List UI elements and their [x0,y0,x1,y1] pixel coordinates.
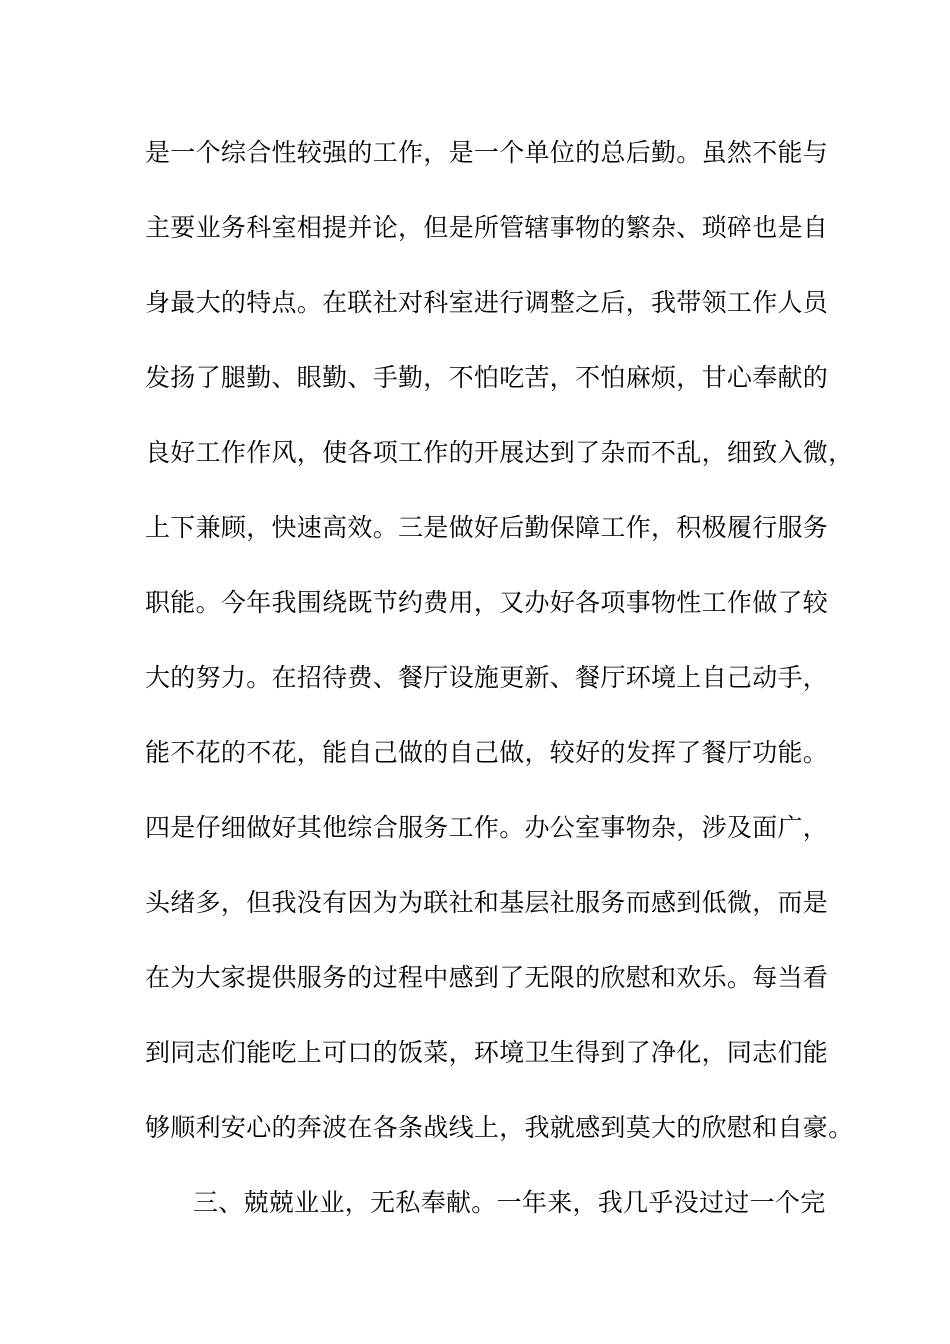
text-line: 主要业务科室相提并论，但是所管辖事物的繁杂、琐碎也是自 [145,213,829,242]
text-line: 职能。今年我围绕既节约费用，又办好各项事物性工作做了较 [145,588,829,617]
text-line: 到同志们能吃上可口的饭菜，环境卫生得到了净化，同志们能 [145,1038,829,1067]
paragraph-start-line: 三、兢兢业业，无私奉献。一年来，我几乎没过过一个完 [193,1188,826,1217]
text-line: 在为大家提供服务的过程中感到了无限的欣慰和欢乐。每当看 [145,963,829,992]
text-line: 是一个综合性较强的工作，是一个单位的总后勤。虽然不能与 [145,138,829,167]
text-line: 够顺利安心的奔波在各条战线上，我就感到莫大的欣慰和自豪。 [145,1113,854,1142]
text-line: 身最大的特点。在联社对科室进行调整之后，我带领工作人员 [145,288,829,317]
text-line: 大的努力。在招待费、餐厅设施更新、餐厅环境上自己动手， [145,663,829,692]
body-text [145,128,854,1253]
text-line: 能不花的不花，能自己做的自己做，较好的发挥了餐厅功能。 [145,738,829,767]
text-line: 四是仔细做好其他综合服务工作。办公室事物杂，涉及面广， [145,813,829,842]
text-line: 上下兼顾，快速高效。三是做好后勤保障工作，积极履行服务 [145,513,829,542]
text-line: 发扬了腿勤、眼勤、手勤，不怕吃苦，不怕麻烦，甘心奉献的 [145,363,829,392]
text-line: 头绪多，但我没有因为为联社和基层社服务而感到低微，而是 [145,888,829,917]
text-line: 良好工作作风，使各项工作的开展达到了杂而不乱，细致入微， [145,438,854,467]
